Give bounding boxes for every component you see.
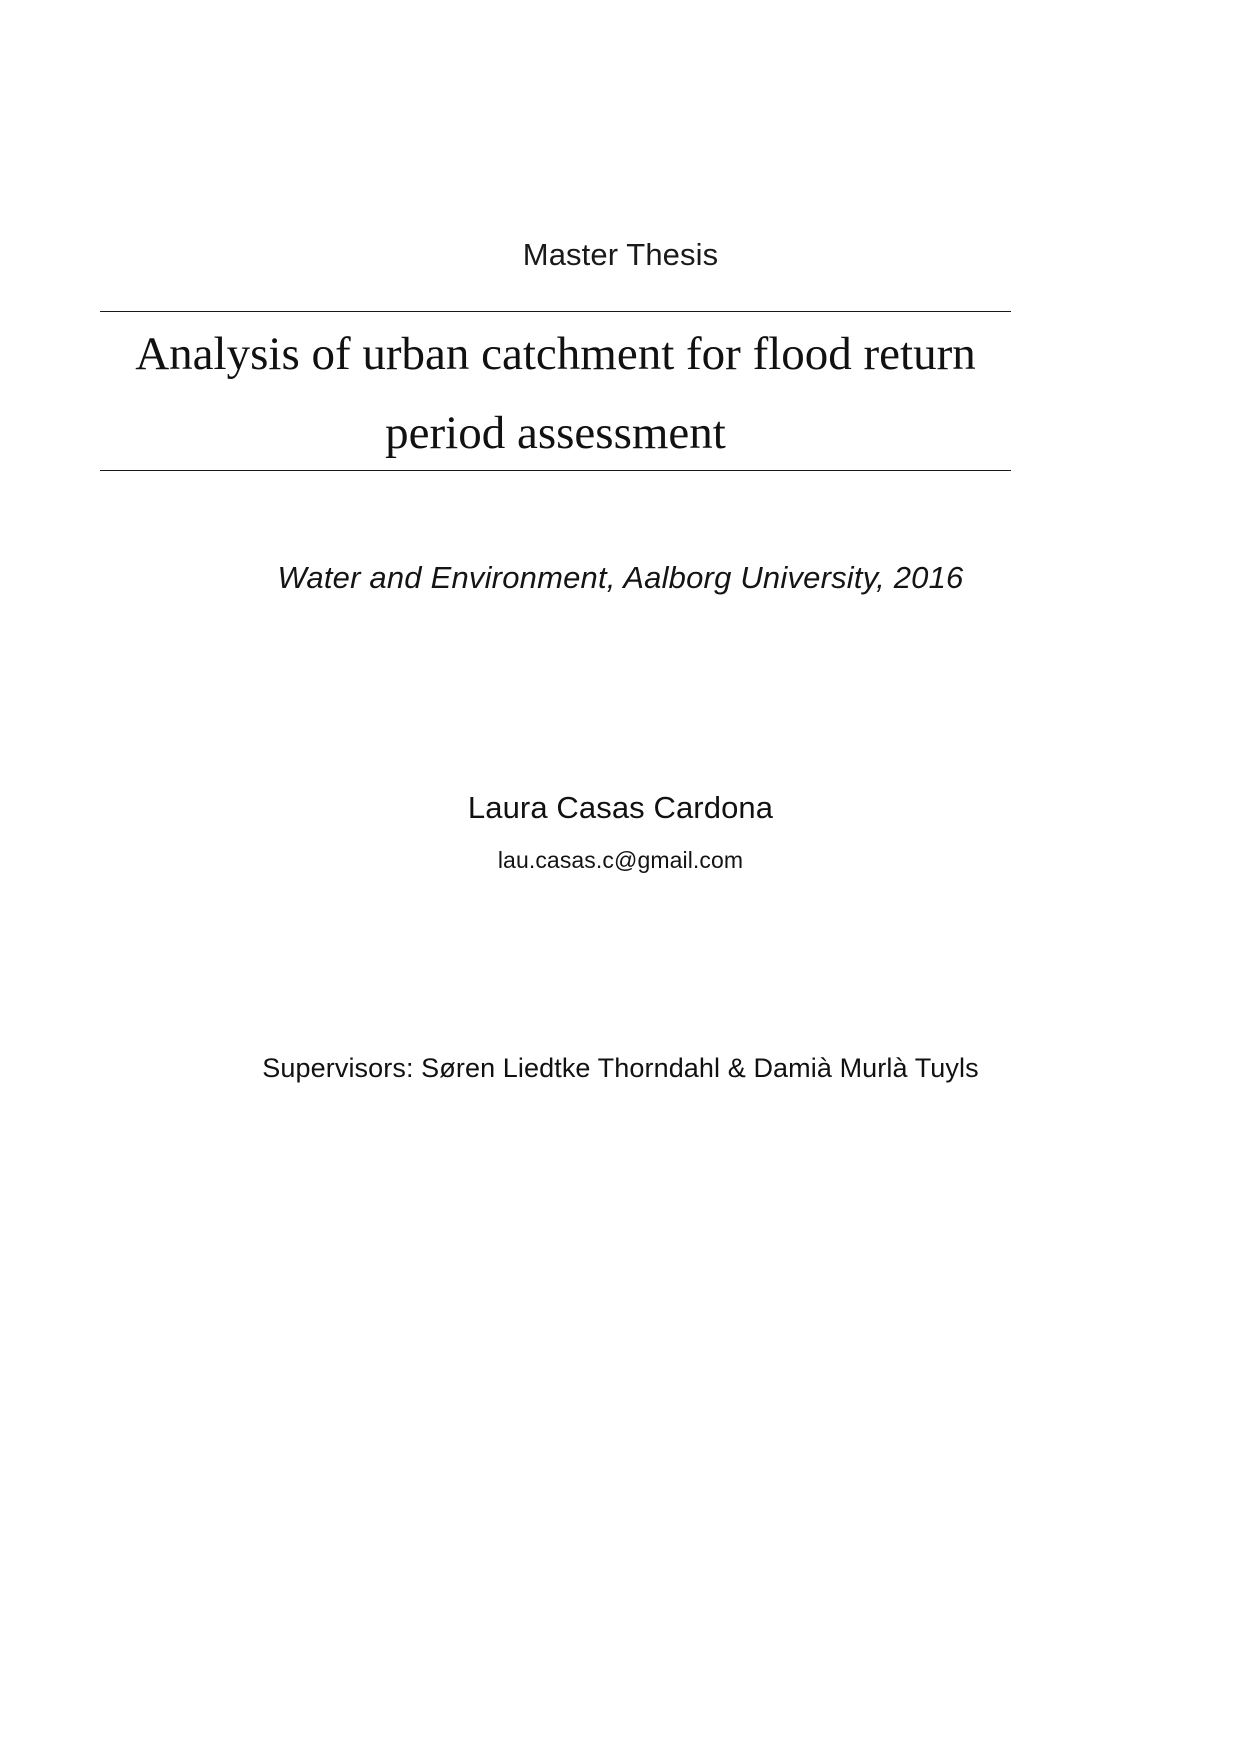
thesis-title-line-1: Analysis of urban catchment for flood return xyxy=(135,328,976,380)
thesis-title xyxy=(120,318,991,470)
author-email: lau.casas.c@gmail.com xyxy=(497,847,744,873)
author-name: Laura Casas Cardona xyxy=(467,790,774,825)
title-rule-top xyxy=(100,311,1011,312)
document-type-label: Master Thesis xyxy=(522,237,719,272)
title-rule-bottom xyxy=(100,470,1011,471)
affiliation-line: Water and Environment, Aalborg University, 2016 xyxy=(277,560,964,595)
thesis-title-line-2: period assessment xyxy=(385,406,726,459)
supervisors-line: Supervisors: Søren Liedtke Thorndahl & Damià Murlà Tuyls xyxy=(262,1053,979,1083)
